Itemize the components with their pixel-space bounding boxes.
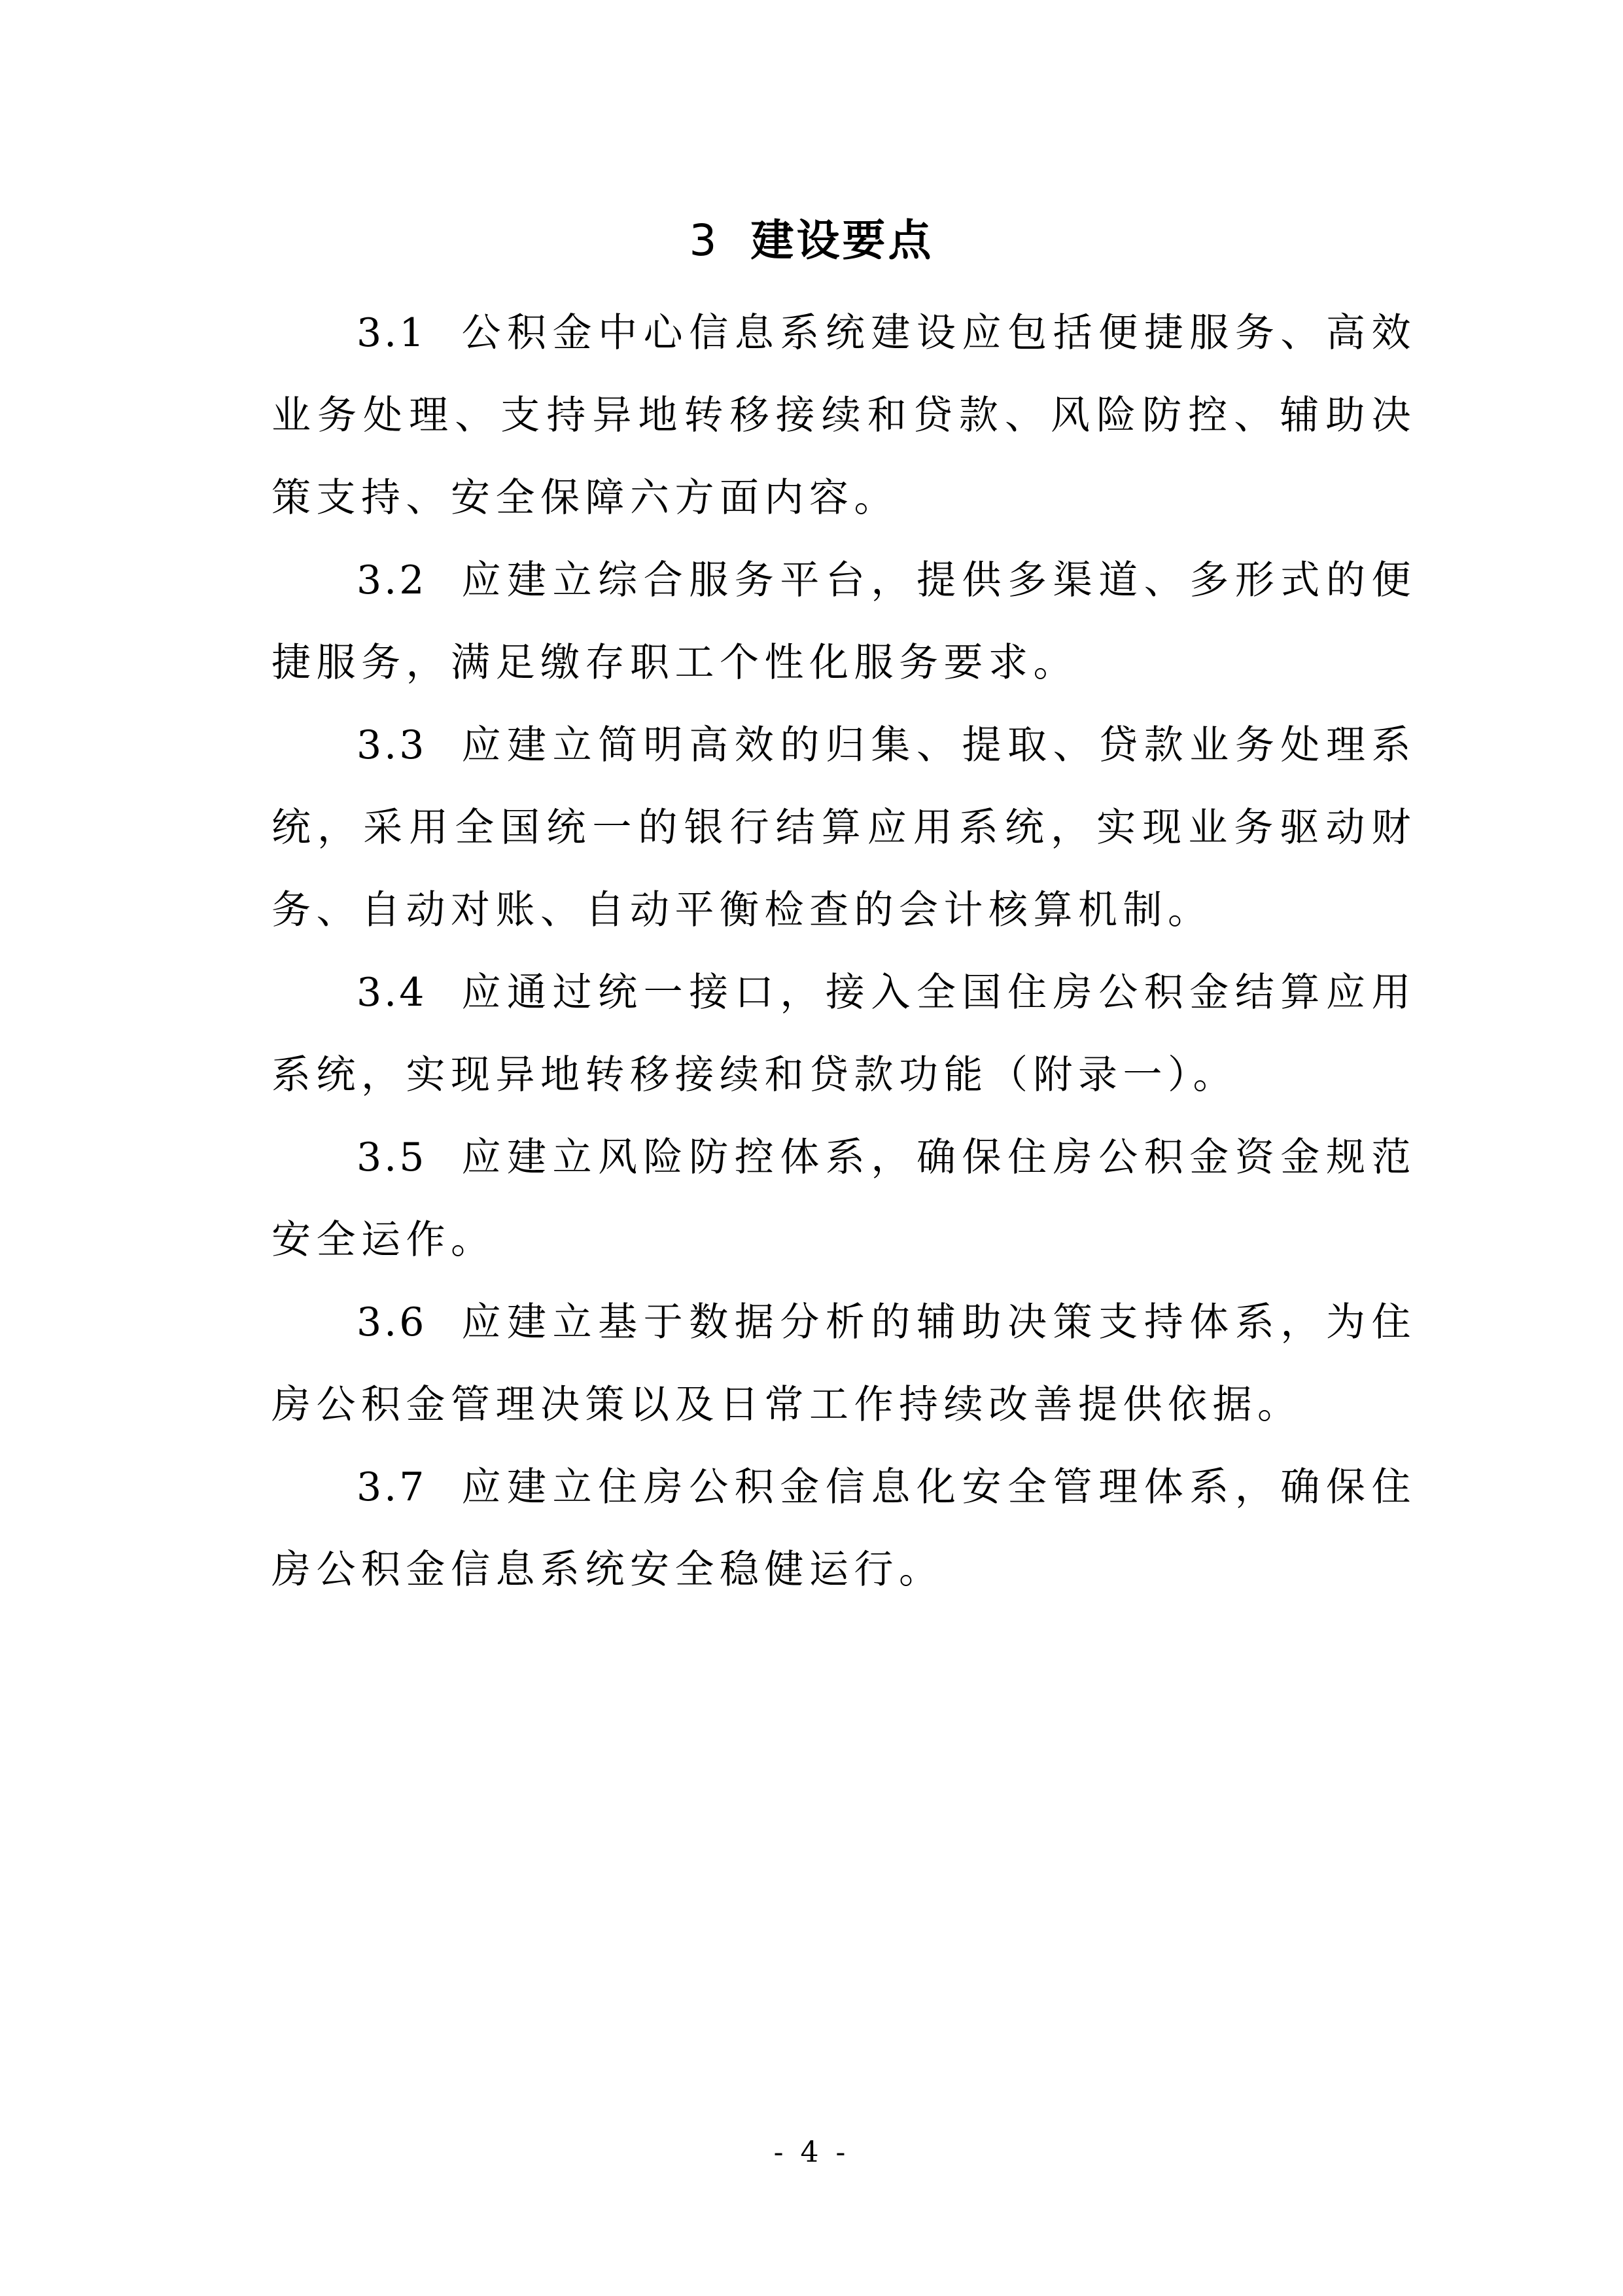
clause-text: 公积金中心信息系统建设应包括便捷服务、高效业务处理、支持异地转移接续和贷款、风险防控、辅助决策支持、安全保障六方面内容。 xyxy=(271,310,1416,521)
section-title: 建设要点 xyxy=(750,215,934,266)
clause-text: 应通过统一接口，接入全国住房公积金结算应用系统，实现异地转移接续和贷款功能（附录一）。 xyxy=(271,970,1416,1098)
clause-number: 3.4 xyxy=(357,970,427,1016)
clause-number: 3.2 xyxy=(357,557,427,603)
clause-paragraph xyxy=(271,539,1416,704)
page-number: - 4 - xyxy=(773,2136,850,2169)
clause-number: 3.3 xyxy=(357,722,427,768)
clause-number: 3.5 xyxy=(357,1135,427,1180)
clause-paragraph xyxy=(271,1281,1416,1446)
clause-paragraph xyxy=(271,1446,1416,1611)
clause-number: 3.7 xyxy=(357,1464,427,1510)
clause-text: 应建立基于数据分析的辅助决策支持体系，为住房公积金管理决策以及日常工作持续改善提供依据。 xyxy=(271,1299,1416,1428)
clause-text: 应建立住房公积金信息化安全管理体系，确保住房公积金信息系统安全稳健运行。 xyxy=(271,1464,1416,1593)
clause-number: 3.1 xyxy=(357,310,427,356)
section-body xyxy=(271,292,1416,1611)
section-heading xyxy=(0,208,1623,274)
clause-paragraph xyxy=(271,951,1416,1116)
clause-paragraph xyxy=(271,292,1416,539)
section-number: 3 xyxy=(689,215,720,266)
clause-text: 应建立综合服务平台，提供多渠道、多形式的便捷服务，满足缴存职工个性化服务要求。 xyxy=(271,557,1416,686)
clause-text: 应建立风险防控体系，确保住房公积金资金规范安全运作。 xyxy=(271,1135,1416,1263)
clause-paragraph xyxy=(271,704,1416,951)
clause-text: 应建立简明高效的归集、提取、贷款业务处理系统，采用全国统一的银行结算应用系统，实现业务驱动财务、自动对账、自动平衡检查的会计核算机制。 xyxy=(271,722,1416,933)
clause-number: 3.6 xyxy=(357,1299,427,1345)
clause-paragraph xyxy=(271,1116,1416,1281)
